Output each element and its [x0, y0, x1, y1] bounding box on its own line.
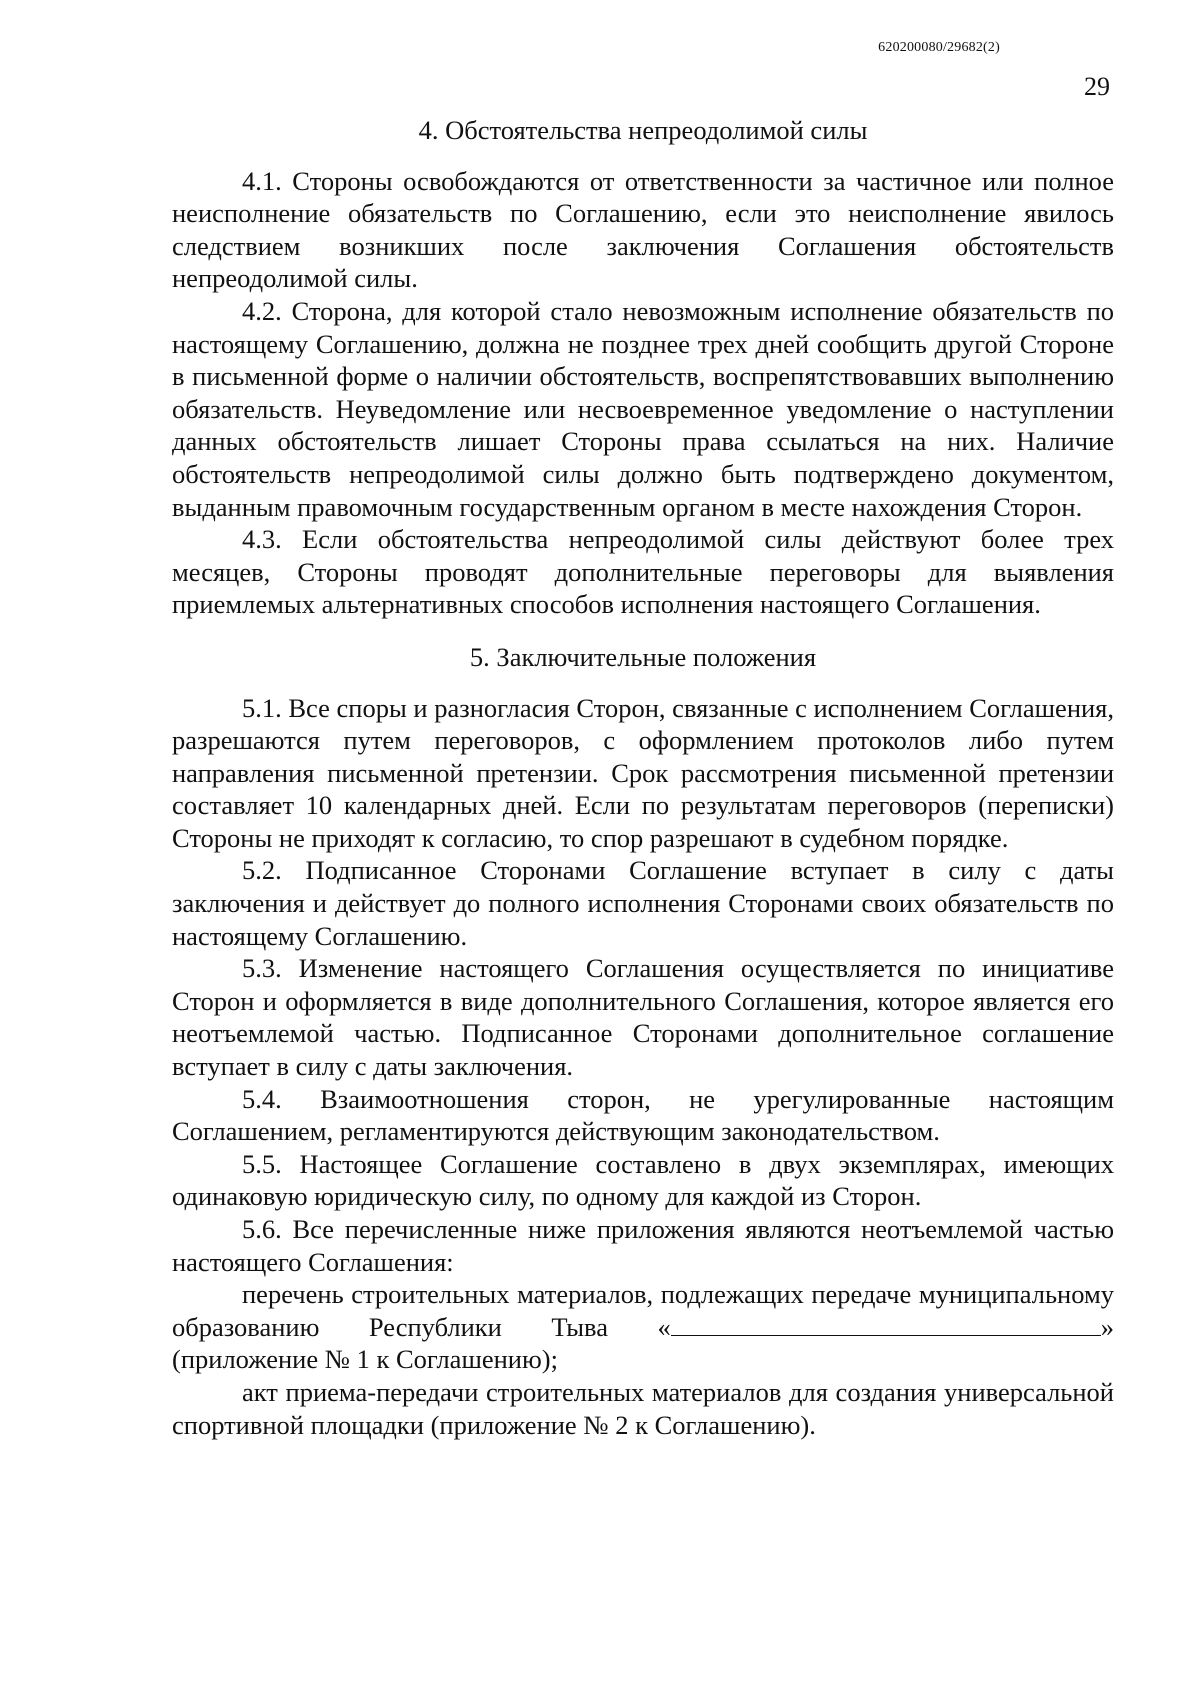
section-5-title: 5. Заключительные положения — [469, 641, 817, 672]
annex-1-text: перечень строительных материалов, подлежащих передаче муниципальному образованию Республики Тыва « — [172, 1279, 1114, 1342]
section-4-title: 4. Обстоятельства непреодолимой силы — [418, 115, 868, 145]
document-body — [172, 108, 1114, 1441]
annex-1-item — [172, 1278, 1114, 1376]
paragraph-4-3: 4.3. Если обстоятельства непреодолимой силы действуют более трех месяцев, Стороны проводят дополнительные переговоры для выявления приемлемых альтернативных способов исполнения настоящего Соглашения. — [172, 524, 1114, 620]
paragraph-4-2: 4.2. Сторона, для которой стало невозможным исполнение обязательств по настоящему Соглашению, должна не позднее трех дней сообщить другой Стороне в письменной форме о наличии обстоятельств, воспрепятствовавших выполнению обязательств. Неуведомление или несвоевременное уведомление о наступлении данных обстоятельств лишает Стороны права ссылаться на них. Наличие обстоятельств непреодолимой силы должно быть подтверждено документом, выданным правомочным государственным органом в месте нахождения Сторон. — [172, 295, 1114, 522]
paragraph-5-3: 5.3. Изменение настоящего Соглашения осуществляется по инициативе Сторон и оформляется в виде дополнительного Соглашения, которое является его неотъемлемой частью. Подписанное Сторонами дополнительное соглашение вступает в силу с даты заключения. — [172, 953, 1114, 1082]
page-number: 29 — [1084, 72, 1110, 101]
paragraph-5-4: 5.4. Взаимоотношения сторон, не урегулированные настоящим Соглашением, регламентируются действующим законодательством. — [172, 1083, 1114, 1147]
paragraph-5-1: 5.1. Все споры и разногласия Сторон, связанные с исполнением Соглашения, разрешаются путем переговоров, с оформлением протоколов либо путем направления письменной претензии. Срок рассмотрения письменной претензии составляет 10 календарных дней. Если по результатам переговоров (переписки) Стороны не приходят к согласию, то спор разрешают в судебном порядке. — [172, 692, 1114, 853]
document-id: 620200080/29682(2) — [878, 40, 1000, 55]
blank-underline-field — [671, 1313, 1101, 1336]
paragraph-4-1: 4.1. Стороны освобождаются от ответственности за частичное или полное неисполнение обязательств по Соглашению, если это неисполнение явилось следствием возникших после заключения Соглашения обстоятельств непреодолимой силы. — [172, 165, 1114, 294]
paragraph-5-5: 5.5. Настоящее Соглашение составлено в двух экземплярах, имеющих одинаковую юридическую силу, по одному для каждой из Сторон. — [172, 1148, 1114, 1212]
annex-2-item: акт приема-передачи строительных материалов для создания универсальной спортивной площадки (приложение № 2 к Соглашению). — [172, 1376, 1114, 1440]
paragraph-5-2: 5.2. Подписанное Сторонами Соглашение вступает в силу с даты заключения и действует до полного исполнения Сторонами своих обязательств по настоящему Соглашению. — [172, 855, 1114, 951]
annex-1-tail: » (приложение № 1 к Соглашению); — [172, 1311, 1114, 1375]
paragraph-5-6: 5.6. Все перечисленные ниже приложения являются неотъемлемой частью настоящего Соглашения: — [172, 1214, 1114, 1277]
